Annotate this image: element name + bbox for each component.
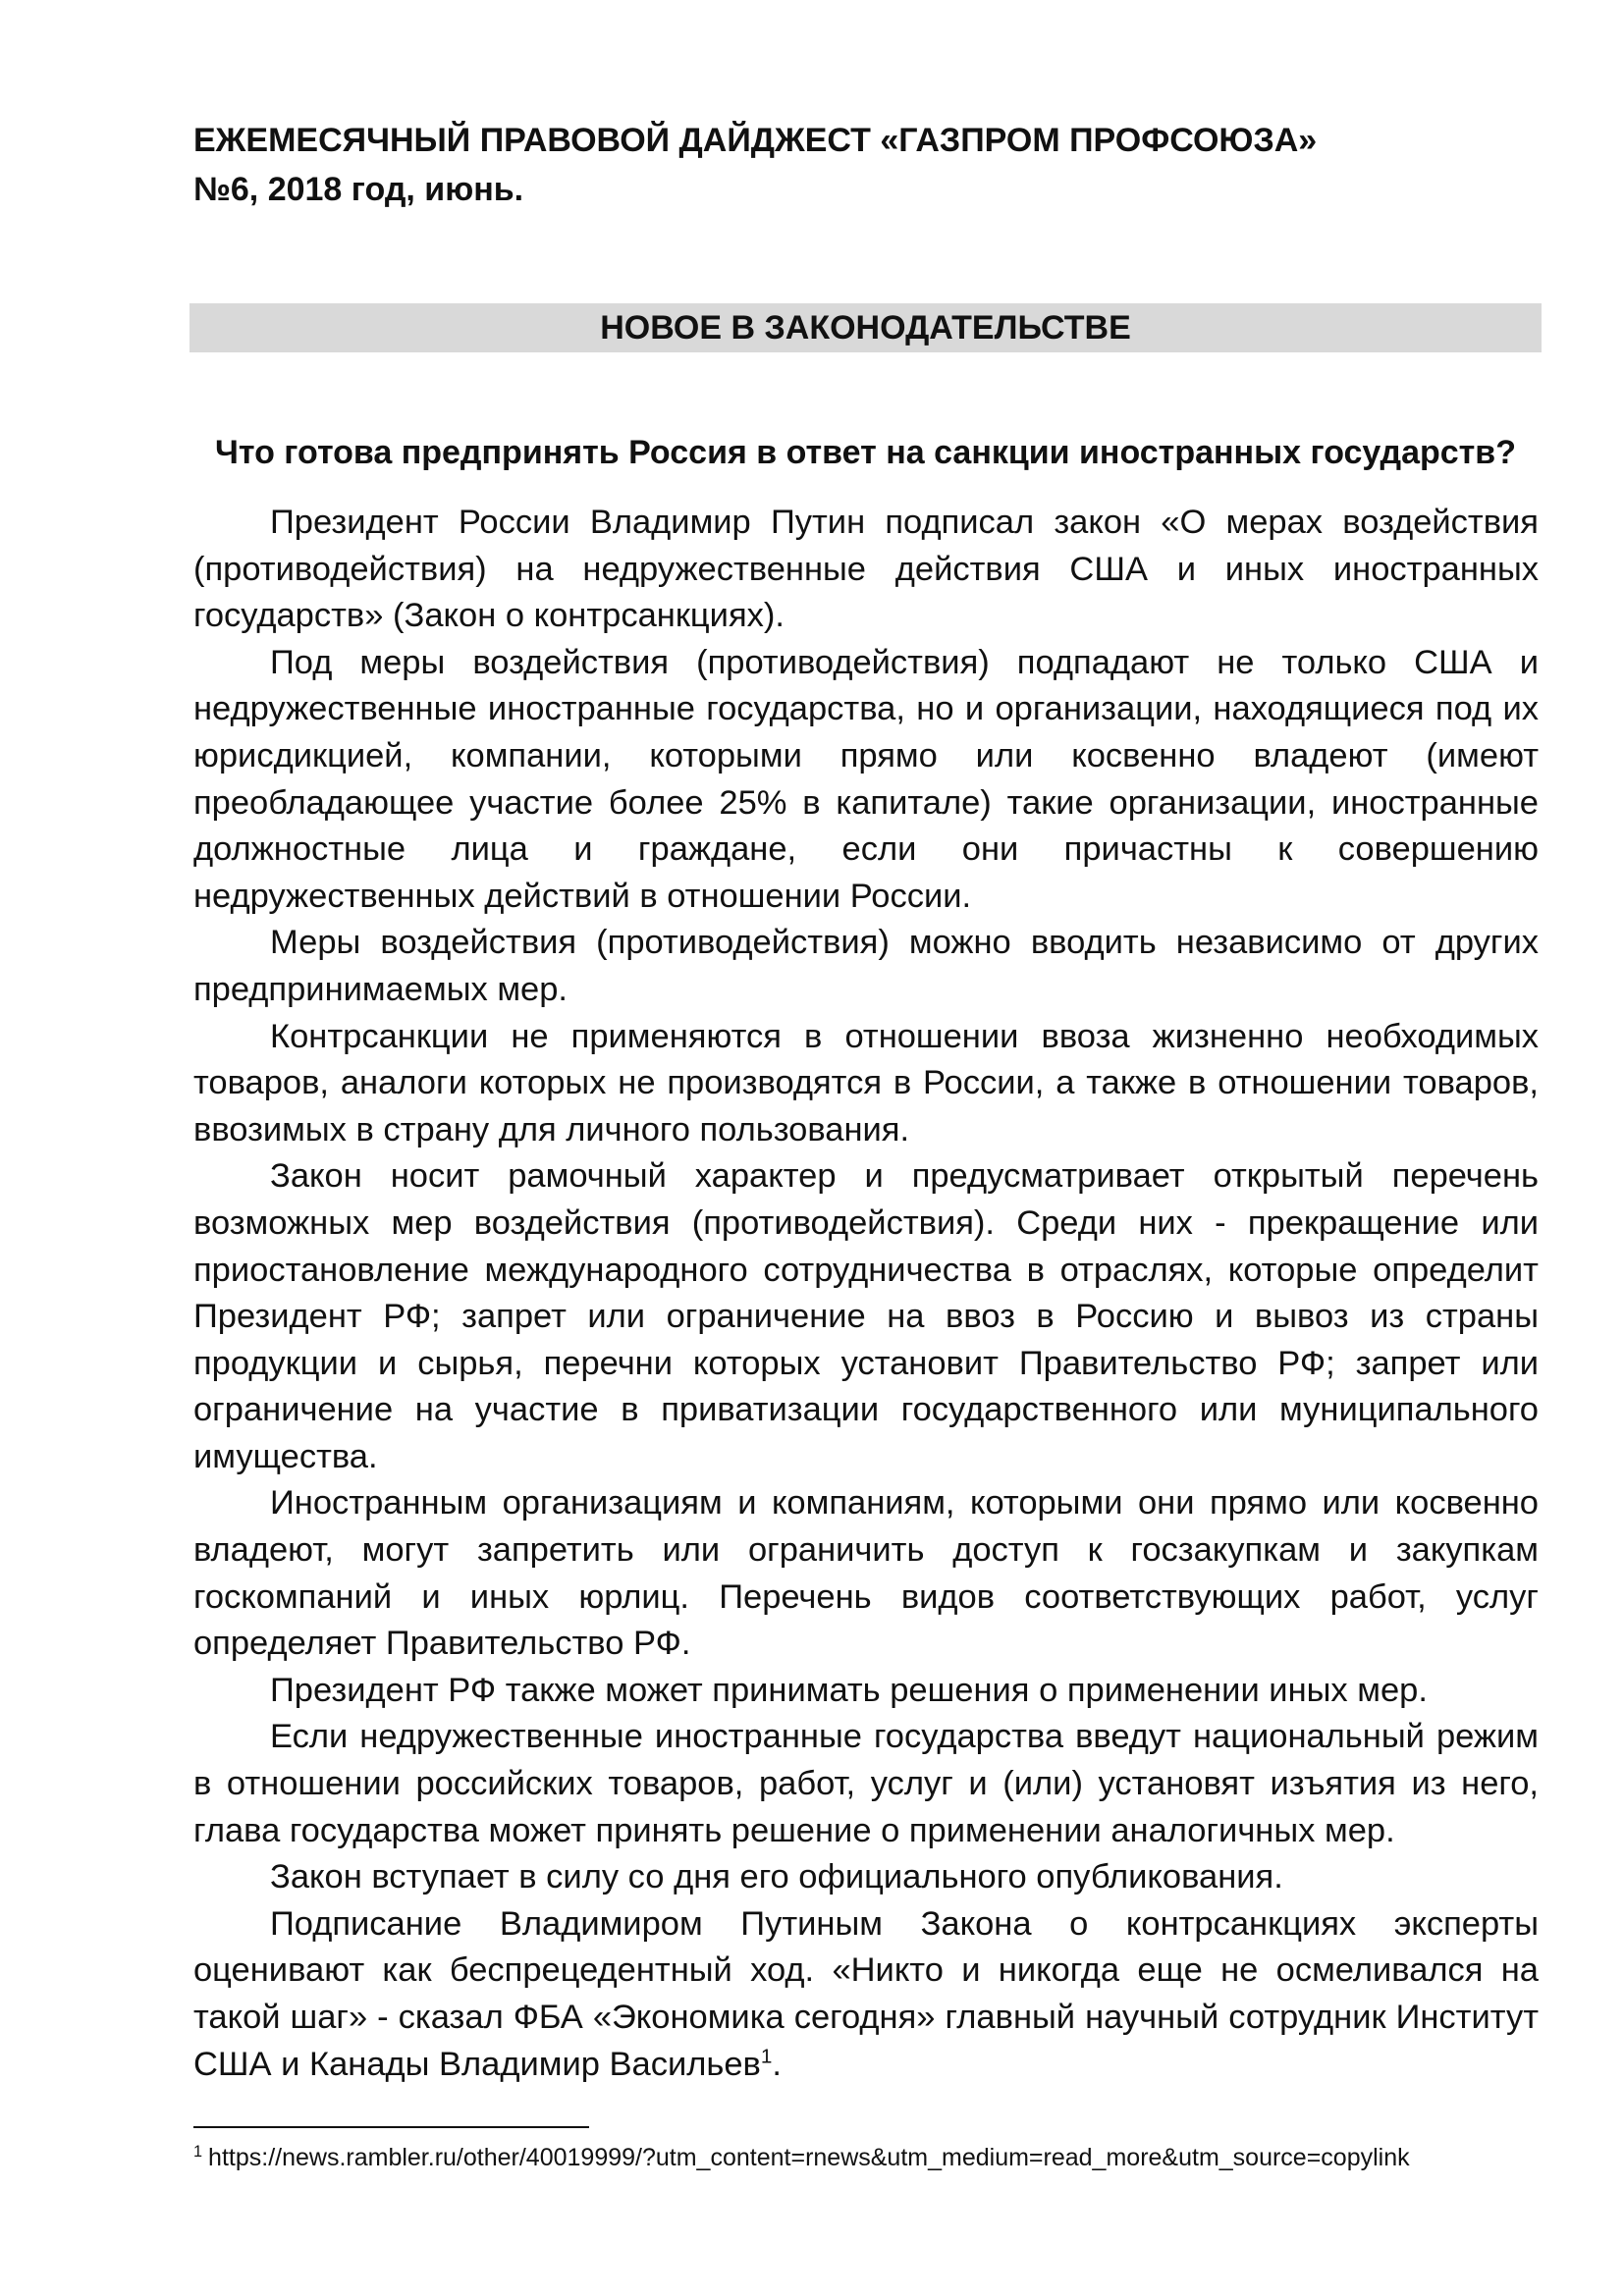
footnote-link[interactable]: https://news.rambler.ru/other/40019999/?utm_content=rnews&utm_medium=read_more&utm_source=copylink — [208, 2144, 1410, 2171]
article-body — [193, 500, 1539, 2088]
paragraph: Президент России Владимир Путин подписал закон «О мерах воздействия (противодействия) на недружественные действия США и иных иностранных государств» (Закон о контрсанкциях). — [193, 504, 1539, 635]
paragraph: Меры воздействия (противодействия) можно вводить независимо от других предпринимаемых мер. — [193, 924, 1539, 1008]
paragraph: Иностранным организациям и компаниям, которыми они прямо или косвенно владеют, могут запретить или ограничить доступ к госзакупкам и закупкам госкомпаний и иных юрлиц. Перечень видов соответствующих работ, услуг определяет Правительство РФ. — [193, 1484, 1539, 1663]
paragraph: Закон носит рамочный характер и предусматривает открытый перечень возможных мер воздействия (противодействия). Среди них - прекращение или приостановление международного сотрудничества в отраслях, которые определит Президент РФ; запрет или ограничение на ввоз в Россию и вывоз из страны продукции и сырья, перечни которых установит Правительство РФ; запрет или ограничение на участие в приватизации государственного или муниципального имущества. — [193, 1157, 1539, 1475]
paragraph-last-text: Подписание Владимиром Путиным Закона о контрсанкциях эксперты оценивают как беспрецедентный ход. «Никто и никогда еще не осмеливался на такой шаг» - сказал ФБА «Экономика сегодня» главный научный сотрудник Институт США и Канады Владимир Васильев — [193, 1904, 1539, 2083]
section-heading: НОВОЕ В ЗАКОНОДАТЕЛЬСТВЕ — [189, 303, 1542, 352]
paragraph: Контрсанкции не применяются в отношении ввоза жизненно необходимых товаров, аналоги которых не производятся в России, а также в отношении товаров, ввозимых в страну для личного пользования. — [193, 1017, 1539, 1148]
paragraph: Закон вступает в силу со дня его официального опубликования. — [270, 1858, 1283, 1896]
footnote — [193, 2140, 1548, 2175]
paragraph: Под меры воздействия (противодействия) подпадают не только США и недружественные иностранные государства, но и организации, находящиеся под их юрисдикцией, компании, которыми прямо или косвенно владеют (имеют преобладающее участие более 25% в капитале) такие организации, иностранные должностные лица и граждане, если они причастны к совершению недружественных действий в отношении России. — [193, 643, 1539, 915]
paragraph: Президент РФ также может принимать решения о применении иных мер. — [270, 1671, 1428, 1709]
paragraph-last — [193, 1901, 1539, 2088]
paragraph: Если недружественные иностранные государства введут национальный режим в отношении российских товаров, работ, услуг и (или) установят изъятия из него, глава государства может принять решение о применении аналогичных мер. — [193, 1718, 1539, 1849]
paragraph-last-end: . — [772, 2045, 782, 2083]
footnote-separator — [193, 2126, 589, 2128]
article-title: Что готова предпринять Россия в ответ на санкции иностранных государств? — [215, 434, 1516, 471]
digest-issue: №6, 2018 год, июнь. — [193, 171, 524, 208]
footnote-reference[interactable]: 1 — [760, 2045, 773, 2068]
digest-title: ЕЖЕМЕСЯЧНЫЙ ПРАВОВОЙ ДАЙДЖЕСТ «ГАЗПРОМ ПРОФСОЮЗА» — [193, 122, 1318, 159]
digest-header — [193, 116, 1470, 214]
footnote-number: 1 — [193, 2142, 203, 2161]
